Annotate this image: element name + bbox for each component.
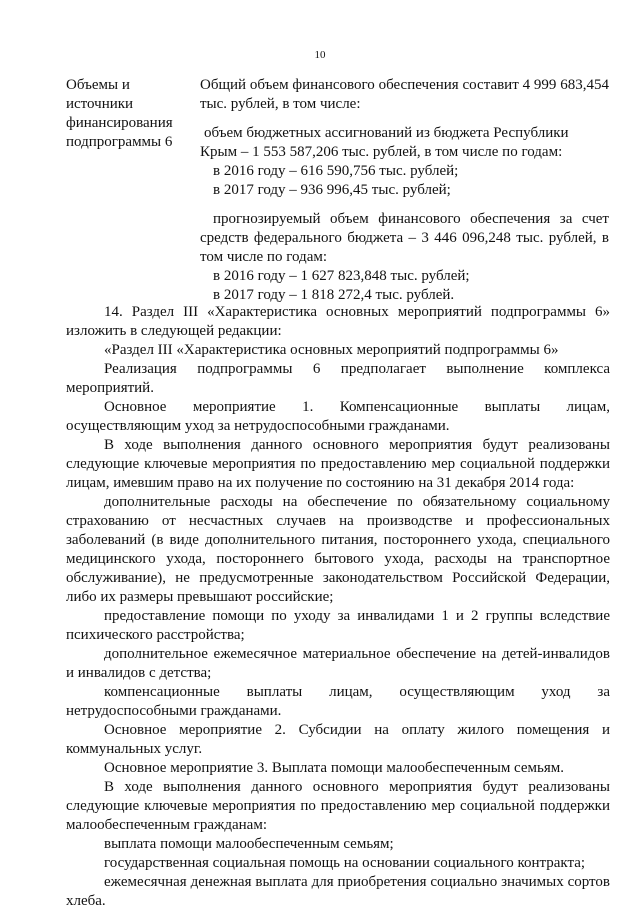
- paragraph: Реализация подпрограммы 6 предполагает выполнение комплекса мероприятий.: [66, 361, 610, 396]
- measure-2-paragraph: Основное мероприятие 2. Субсидии на оплату жилого помещения и коммунальных услуг.: [66, 722, 610, 757]
- list-item: предоставление помощи по уходу за инвалидами 1 и 2 группы вследствие психического расстройства;: [66, 608, 610, 643]
- federal-budget-2017: в 2017 году – 1 818 272,4 тыс. рублей.: [213, 287, 455, 303]
- page-number: 10: [314, 49, 326, 61]
- passport-content: [200, 76, 609, 305]
- list-item: дополнительное ежемесячное материальное обеспечение на детей-инвалидов и инвалидов с детства;: [66, 646, 610, 681]
- list-item: выплата помощи малообеспеченным семьям;: [104, 836, 394, 852]
- paragraph: В ходе выполнения данного основного мероприятия будут реализованы следующие ключевые мероприятия по предоставлению мер социальной поддержки лицам, имевшим право на их получение по состоянию на 31 декабря 2014 года:: [66, 437, 610, 491]
- federal-budget-2016: в 2016 году – 1 627 823,848 тыс. рублей;: [213, 268, 470, 284]
- regional-budget-2017: в 2017 году – 936 996,45 тыс. рублей;: [213, 182, 451, 198]
- amendment-paragraph: 14. Раздел III «Характеристика основных мероприятий подпрограммы 6» изложить в следующей редакции:: [66, 304, 610, 339]
- list-item: государственная социальная помощь на основании социального контракта;: [104, 855, 586, 871]
- regional-budget-2016: в 2016 году – 616 590,756 тыс. рублей;: [213, 163, 459, 179]
- main-text: [66, 303, 610, 911]
- measure-3-paragraph: Основное мероприятие 3. Выплата помощи малообеспеченным семьям.: [104, 760, 565, 776]
- list-item: дополнительные расходы на обеспечение по обязательному социальному страхованию от несчастных случаев на производстве и профессиональных заболеваний (в виде дополнительного питания, постороннего ухода, специального медицинского ухода, постороннего бытового ухода, расходы на транспортное обслуживание), не предусмотренные законодательством Российской Федерации, либо их размеры превышают российские;: [66, 494, 610, 605]
- passport-label: Объемы и источники финансирования подпрограммы 6: [66, 77, 173, 150]
- total-funding-text: Общий объем финансового обеспечения составит 4 999 683,454 тыс. рублей, в том числе:: [200, 77, 609, 112]
- list-item: ежемесячная денежная выплата для приобретения социально значимых сортов хлеба.: [66, 874, 610, 909]
- federal-budget-text: прогнозируемый объем финансового обеспечения за счет средств федерального бюджета – 3 446 096,248 тыс. рублей, в том числе по годам:: [200, 211, 609, 265]
- measure-1-paragraph: Основное мероприятие 1. Компенсационные выплаты лицам, осуществляющим уход за нетрудоспособными гражданами.: [66, 399, 610, 434]
- regional-budget-text: объем бюджетных ассигнований из бюджета Республики Крым – 1 553 587,206 тыс. рублей, в том числе по годам:: [200, 125, 569, 160]
- paragraph: В ходе выполнения данного основного мероприятия будут реализованы следующие ключевые мероприятия по предоставлению мер социальной поддержки малообеспеченным гражданам:: [66, 779, 610, 833]
- list-item: компенсационные выплаты лицам, осуществляющим уход за нетрудоспособными гражданами.: [66, 684, 610, 719]
- section-title: «Раздел III «Характеристика основных мероприятий подпрограммы 6»: [104, 342, 559, 358]
